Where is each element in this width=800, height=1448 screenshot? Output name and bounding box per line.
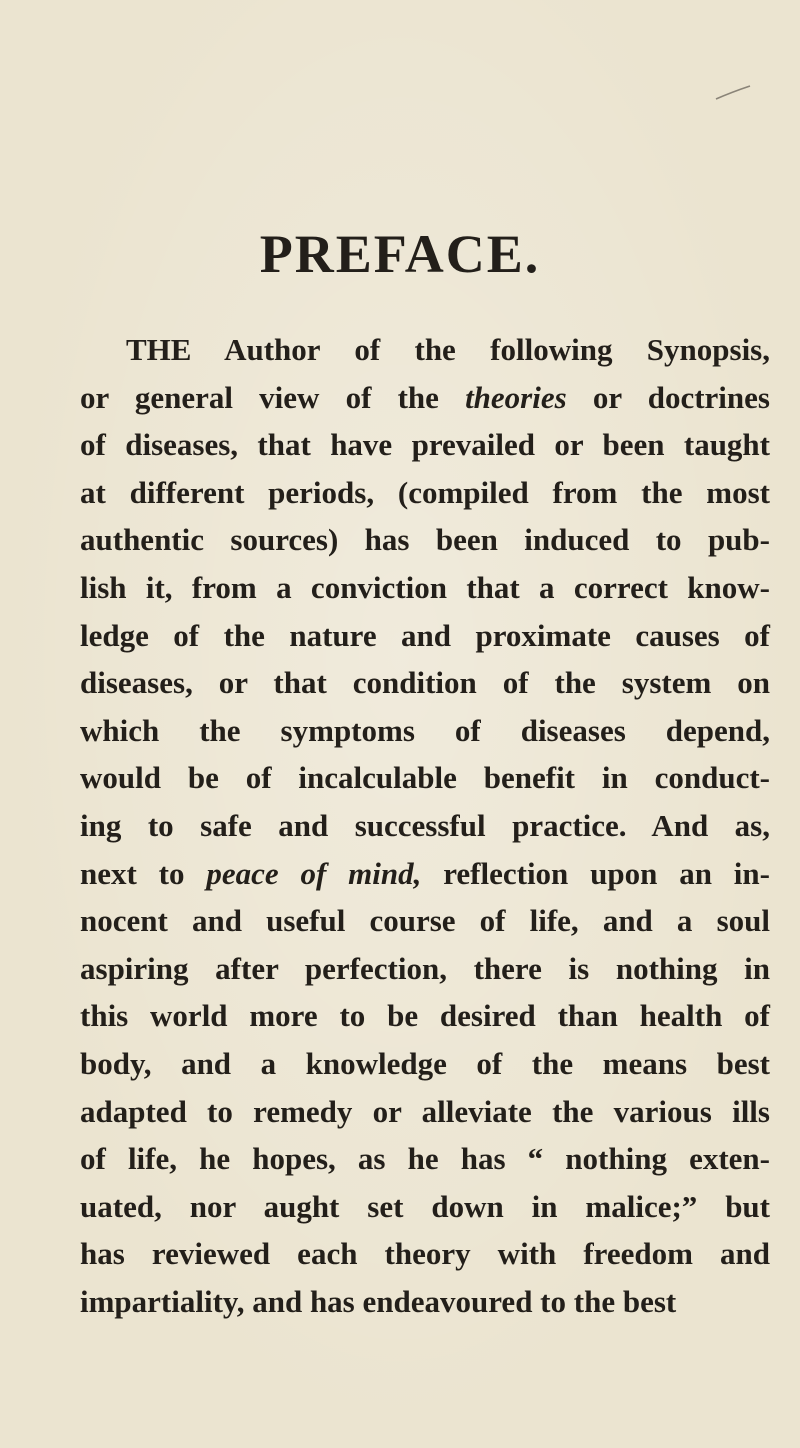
page-title: PREFACE.: [259, 224, 541, 284]
text-line: [80, 1278, 770, 1326]
text-segment: aspiring after perfection, there is nothing in: [80, 950, 770, 986]
text-line: [80, 992, 770, 1040]
text-line: [80, 897, 770, 945]
text-segment: impartiality, and has endeavoured to the best: [80, 1283, 677, 1319]
text-segment: authentic sources) has been induced to pub-: [80, 522, 770, 558]
text-segment: of life, he hopes, as he has “ nothing exten-: [80, 1141, 770, 1177]
text-line: [80, 421, 770, 469]
text-line: [80, 564, 770, 612]
text-segment: THE Author of the following Synopsis,: [126, 332, 770, 367]
text-segment: uated, nor aught set down in malice;” but: [80, 1188, 770, 1224]
text-line: [80, 326, 770, 374]
text-segment: nocent and useful course of life, and a soul: [80, 903, 770, 939]
text-line: [80, 1135, 770, 1183]
pencil-mark-icon: [714, 84, 752, 102]
text-segment: body, and a knowledge of the means best: [80, 1045, 770, 1081]
text-segment: next to: [80, 855, 207, 891]
text-segment: ing to safe and successful practice. And as,: [80, 807, 770, 843]
text-line: [80, 850, 770, 898]
text-segment: or general view of the: [80, 379, 466, 415]
text-segment: which the symptoms of diseases depend,: [80, 712, 770, 748]
text-segment: adapted to remedy or alleviate the various ills: [80, 1093, 770, 1129]
text-segment: this world more to be desired than health of: [80, 998, 770, 1034]
preface-paragraph: [80, 326, 770, 1325]
italic-text-segment: theories: [465, 379, 567, 415]
text-line: [80, 945, 770, 993]
text-segment: at different periods, (compiled from the most: [80, 474, 770, 510]
text-segment: or doctrines: [566, 379, 770, 415]
text-line: [80, 707, 770, 755]
text-line: [80, 612, 770, 660]
text-segment: reflection upon an in-: [421, 855, 770, 891]
text-line: [80, 659, 770, 707]
text-line: [80, 1040, 770, 1088]
text-line: [80, 1183, 770, 1231]
italic-text-segment: peace of mind,: [206, 855, 422, 891]
text-line: [80, 754, 770, 802]
text-line: [80, 1230, 770, 1278]
text-line: [80, 469, 770, 517]
text-segment: has reviewed each theory with freedom and: [80, 1236, 770, 1272]
text-line: [80, 374, 770, 422]
text-segment: would be of incalculable benefit in conduct-: [80, 760, 770, 796]
text-segment: ledge of the nature and proximate causes of: [80, 617, 770, 653]
text-line: [80, 1088, 770, 1136]
text-segment: lish it, from a conviction that a correct know-: [80, 569, 770, 605]
text-segment: of diseases, that have prevailed or been taught: [80, 427, 770, 463]
text-line: [80, 802, 770, 850]
text-line: [80, 516, 770, 564]
text-segment: diseases, or that condition of the system on: [80, 665, 770, 701]
